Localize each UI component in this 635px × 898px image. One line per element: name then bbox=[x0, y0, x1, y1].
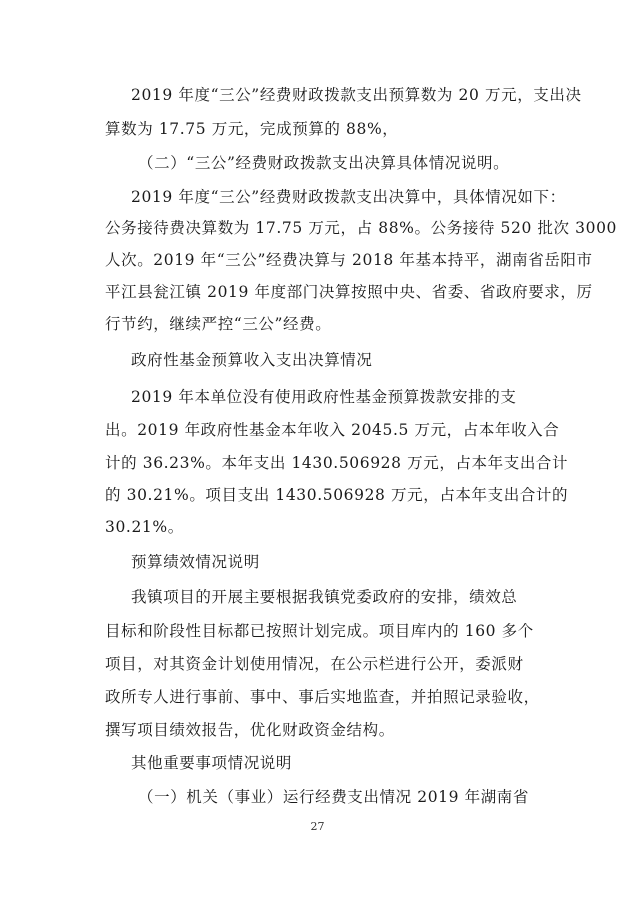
paragraph-perf-line-3: 项目，对其资金计划使用情况，在公示栏进行公开，委派财 bbox=[105, 655, 524, 673]
page-number: 27 bbox=[310, 820, 325, 833]
paragraph-perf-line-5: 撰写项目绩效报告，优化财政资金结构。 bbox=[105, 721, 395, 739]
paragraph-perf-line-1: 我镇项目的开展主要根据我镇党委政府的安排，绩效总 bbox=[131, 588, 518, 606]
paragraph-2-line-3: 人次。2019 年“三公”经费决算与 2018 年基本持平，湖南省岳阳市 bbox=[105, 251, 593, 269]
paragraph-fund-line-4: 的 30.21%。项目支出 1430.506928 万元，占本年支出合计的 bbox=[105, 486, 569, 504]
section-heading-performance: 预算绩效情况说明 bbox=[131, 553, 260, 571]
paragraph-other-line-1: （一）机关（事业）运行经费支出情况 2019 年湖南省 bbox=[138, 788, 530, 806]
paragraph-perf-line-2: 目标和阶段性目标都已按照计划完成。项目库内的 160 多个 bbox=[105, 622, 534, 640]
paragraph-fund-line-5: 30.21%。 bbox=[105, 518, 184, 536]
paragraph-2-line-2: 公务接待费决算数为 17.75 万元，占 88%。公务接待 520 批次 3000 bbox=[105, 219, 618, 237]
paragraph-2-line-5: 行节约，继续严控“三公”经费。 bbox=[105, 315, 332, 333]
paragraph-fund-line-3: 计的 36.23%。本年支出 1430.506928 万元，占本年支出合计 bbox=[105, 454, 569, 472]
paragraph-1-line-2: 算数为 17.75 万元，完成预算的 88%， bbox=[105, 120, 399, 138]
section-heading-other: 其他重要事项情况说明 bbox=[131, 754, 293, 772]
section-heading-fund: 政府性基金预算收入支出决算情况 bbox=[131, 351, 373, 369]
section-heading-2: （二）“三公”经费财政拨款支出决算具体情况说明。 bbox=[138, 154, 510, 172]
paragraph-perf-line-4: 政所专人进行事前、事中、事后实地监查，并拍照记录验收， bbox=[105, 688, 540, 706]
paragraph-fund-line-1: 2019 年本单位没有使用政府性基金预算拨款安排的支 bbox=[131, 388, 517, 406]
paragraph-fund-line-2: 出。2019 年政府性基金本年收入 2045.5 万元，占本年收入合 bbox=[105, 421, 560, 439]
paragraph-2-line-1: 2019 年度“三公”经费财政拨款支出决算中，具体情况如下： bbox=[131, 188, 566, 206]
paragraph-1-line-1: 2019 年度“三公”经费财政拨款支出预算数为 20 万元，支出决 bbox=[131, 86, 582, 104]
paragraph-2-line-4: 平江县瓮江镇 2019 年度部门决算按照中央、省委、省政府要求，厉 bbox=[105, 283, 593, 301]
